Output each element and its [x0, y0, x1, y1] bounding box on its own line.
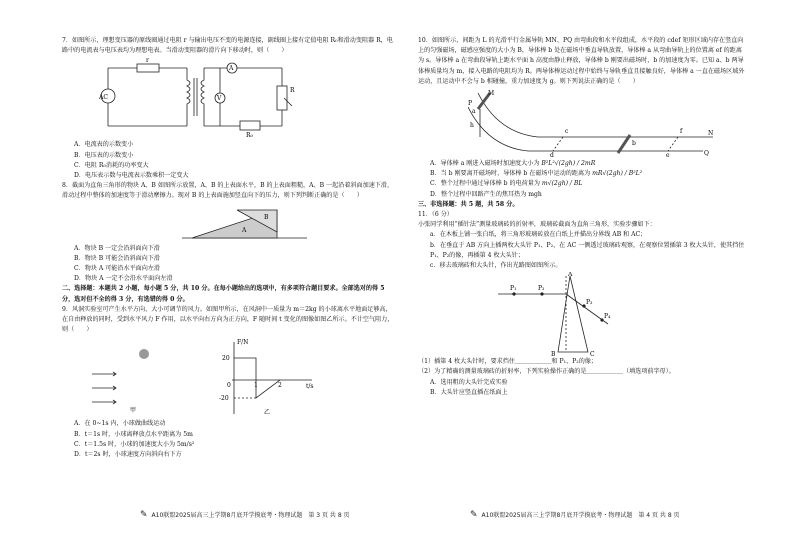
tick-neg20: -20 — [219, 395, 229, 403]
rail-m-label: M — [488, 90, 495, 98]
q10-option-b — [430, 169, 748, 179]
vertex-b-label: B — [551, 351, 556, 357]
resistor-r-label: r — [146, 58, 149, 65]
q8-option-a: A．物块 B 一定会沿斜面向下滑 — [74, 244, 160, 252]
rail-p-label: P — [468, 100, 473, 108]
fig-jia-label: 甲 — [130, 407, 137, 415]
q10-option-c-formula: m√(2gh) / BL — [541, 180, 583, 188]
pin-p3-label: P₃ — [586, 299, 593, 307]
left-page — [62, 36, 394, 460]
q10-rail-figure — [468, 89, 718, 157]
tick-t2: 2 — [278, 382, 282, 390]
vertex-c-label: C — [590, 351, 595, 357]
f-axis-label: F/N — [237, 339, 249, 347]
q10-option-a-formula: B²L²√(2gh) / 2mR — [541, 160, 596, 168]
q8-option-c: C．物块 A 可能沿水平面向左滑 — [74, 265, 161, 273]
point-f-label: f — [680, 128, 683, 136]
q7-option-a: A．电流表的示数变小 — [74, 141, 134, 149]
q11-intro: 小张同学利用“插针法”测量玻璃砖的折射率，玻璃砖截面为直角三角形，实验步骤如下： — [418, 221, 656, 229]
left-footer — [140, 510, 350, 520]
section-3-heading: 三、非选择题：共 5 题，共 58 分。 — [418, 200, 519, 208]
block-a-label: A — [242, 226, 247, 234]
point-c-label: c — [565, 128, 569, 136]
vertex-a-label: A — [568, 272, 573, 279]
q11-subq2: （2）为了精确的测量玻璃砖的折射率，下列实验操作正确的是＿＿＿＿＿＿（填选项前字母）。 — [418, 368, 675, 376]
fig-yi-label: 乙 — [264, 409, 271, 417]
ac-source-label: AC — [99, 94, 108, 102]
q8-stem: 8．截面为直角三角形的物块 A、B 如图所示放置，A、B 的上表面水平，B 的上表面粗糙，A、B 一起沿着斜面加速下滑，滑动过程中整体的加速度等于滑动摩擦力。现对 B 的上表面施加竖直向下的压力，则下列判断正确的是（ ） — [62, 182, 394, 200]
logo-icon: ✎ — [470, 510, 478, 520]
tick-20: 20 — [222, 355, 230, 363]
rheostat-label: R — [290, 87, 295, 95]
pin-p4-label: P₄ — [604, 313, 611, 321]
q10-option-d: D．整个过程中回路产生的焦耳热为 mgh — [430, 190, 542, 198]
left-footer-text: A10联盟2025届高三上学期8月底开学摸底考・物理试题 第 3 页 共 8 页 — [151, 512, 350, 519]
q9-option-d: D．t＝2s 时，小球速度方向斜向右下方 — [74, 451, 182, 459]
q7-stem: 7．如图所示，理想变压器的原线圈通过电阻 r 与输出电压不变的电源连接，副线圈上接有定值电阻 R₀和滑动变阻器 R，电路中的电流表与电压表均为理想电表。当滑动变阻器的滑片向下移动时，则（ ） — [62, 37, 393, 55]
section-2-heading: 二、选择题：本题共 2 小题，每小题 5 分，共 10 分。在每小题给出的选项中，有多项符合题目要求。全部选对的得 5 分，选对但不全的得 3 分，有选错的得 0 分。 — [62, 285, 385, 303]
right-footer — [470, 510, 680, 520]
q10-option-c — [430, 179, 748, 189]
q7-option-c: C．电阻 R₀消耗的功率变大 — [74, 161, 149, 169]
t-axis-label: t/s — [306, 383, 314, 391]
q8-option-d: D．物块 A 一定不会沿水平面向左滑 — [74, 275, 173, 283]
pin-p1-label: P₁ — [510, 285, 517, 293]
rod-b-label: b — [632, 140, 636, 148]
q10-option-a-text: A．导体棒 a 刚进入磁场时加速度大小为 — [430, 160, 540, 168]
q9-option-c: C．t＝1.5s 时，小球的加速度大小为 5m/s² — [74, 440, 195, 448]
q10-option-b-text: B．当 b 刚要离开磁场时，导体棒 b 在磁场中运动的距离为 — [430, 170, 591, 178]
q11-stem: 11．（6 分） — [418, 211, 453, 219]
q11-subq2-option-b: B．大头针应竖直插在纸面上 — [430, 388, 508, 396]
q9-stem: 9．风洞实验室可产生水平方向、大小可调节的风力。如图甲所示，在风洞中一质量为 m＝2kg 的小球离水平地面足够高，在自由释放的同时，受到水平风力 F 作用，以水平向右方向为正方向，F 随时间 t 变化的图像如图乙所示。不计空气阻力，则（ ） — [62, 305, 394, 334]
ammeter-label: A — [229, 65, 234, 73]
q10-option-c-text: C．整个过程中通过导体棒 b 的电荷量为 — [430, 180, 540, 188]
q8-option-b: B．物块 B 可能会沿斜面向下滑 — [74, 254, 160, 262]
q7-option-d: D．电压表示数与电流表示数乘积一定变大 — [74, 172, 189, 180]
q11-optics-figure — [498, 272, 698, 356]
q9-option-b: B．t＝1s 时，小球离释放点水平距离为 5m — [74, 430, 193, 438]
voltmeter-label: V — [217, 95, 222, 103]
q11-subq2-option-a: A．选用粗的大头针完成实验 — [430, 378, 508, 386]
q10-option-b-formula: mR√(2gh) / B²L² — [592, 170, 643, 178]
rail-n-label: N — [708, 130, 714, 138]
q8-wedge-figure — [182, 202, 312, 242]
tick-origin: 0 — [227, 382, 231, 390]
right-page — [418, 36, 748, 398]
q9-option-a: A．在 0~1s 内，小球做曲线运动 — [74, 420, 166, 428]
height-h-label: h — [470, 122, 474, 130]
point-d-label: d — [550, 152, 554, 158]
q10-stem: 10．如图所示，间距为 L 的光滑平行金属导轨 MN、PQ 由弯曲段和水平段组成，水平段的 cdef 矩形区域内存在竖直向上的匀强磁场，磁感应强度的大小为 B，导体棒 b 处在磁场中垂直导轨放置，导体棒 a 从弯曲导轨上的位置离 ef 的距离为 s。导体棒 a 在弯曲段导轨上距水平面 h 高度由静止释放，导体棒 b 刚要出磁场时，b 的加速度为零。已知 a、b 两导体棒质量均为 m，接入电路的电阻均为 R。两导体棒运动过程中始终与导轨垂直且接触良好，导体棒 a 一直在磁场区域外运动，且运动中不会与 b 相碰撞，重力加速度为 g。则下列说法正确的是（ ） — [418, 37, 745, 85]
q11-subq1: （1）插第 4 枚大头针时，要求挡住＿＿＿＿＿＿和 P₁、P₂的像； — [418, 358, 597, 366]
q11-step-b: b．在垂直于 AB 方向上插两枚大头针 P₁、P₂，在 AC 一侧透过玻璃砖观察，在观察位置插第 3 枚大头针，使其挡住 P₁、P₂的像，再插第 4 枚大头针； — [430, 241, 745, 259]
resistor-r0-label: R₀ — [246, 132, 253, 139]
block-b-label: B — [264, 213, 269, 221]
q7-option-b: B．电压表的示数变小 — [74, 151, 134, 159]
q10-option-a — [430, 159, 748, 169]
q9-figure — [82, 336, 322, 418]
tick-t1: 1 — [254, 382, 258, 390]
pin-p2-label: P₂ — [538, 285, 545, 293]
q11-step-c: c．移去玻璃砖和大头针，作出光路图如图所示。 — [430, 262, 562, 270]
rod-a-label: a — [472, 108, 476, 116]
point-e-label: e — [666, 152, 670, 158]
q7-circuit-figure — [92, 58, 302, 138]
logo-icon: ✎ — [140, 510, 148, 520]
right-footer-text: A10联盟2025届高三上学期8月底开学摸底考・物理试题 第 4 页 共 8 页 — [481, 512, 680, 519]
rail-q-label: Q — [704, 150, 709, 158]
q11-step-a: a．在木板上铺一张白纸，将三角形玻璃砖放在白纸上并描出分界线 AB 和 AC； — [430, 231, 647, 239]
